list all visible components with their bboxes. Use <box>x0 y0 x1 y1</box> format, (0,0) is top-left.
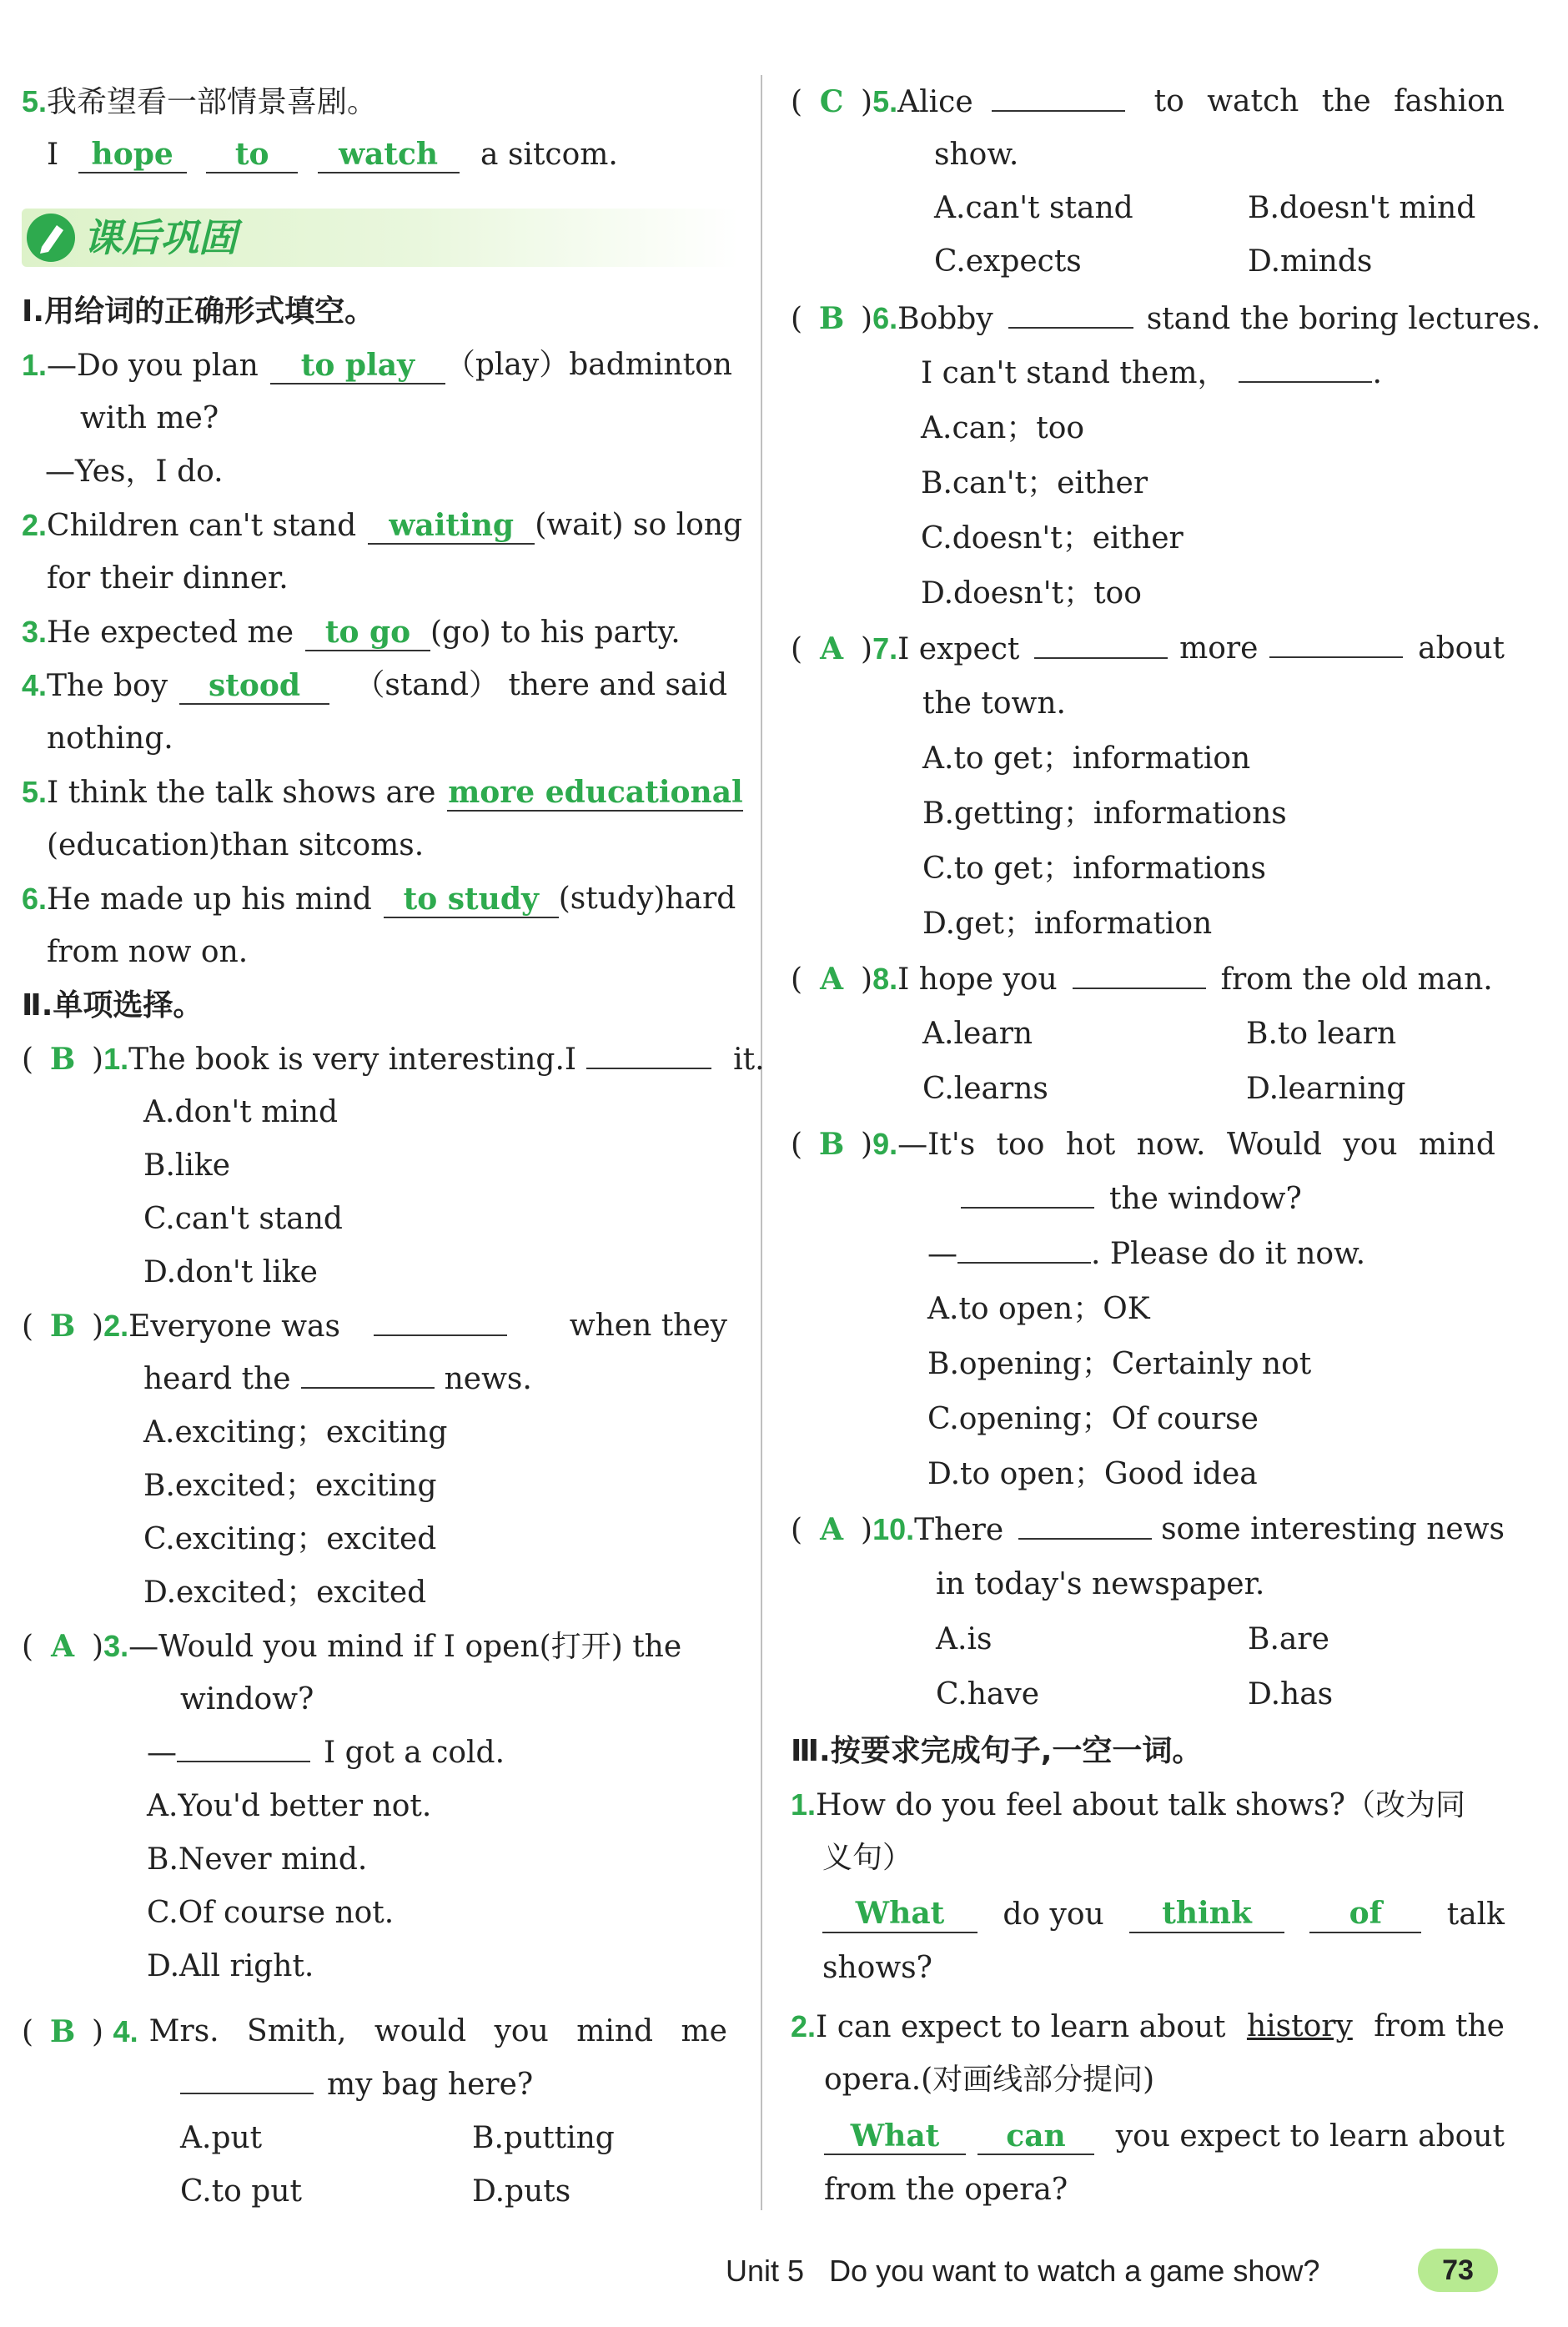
answer-blank: to <box>206 138 298 173</box>
page-number: 73 <box>1418 2249 1498 2292</box>
mc-7-option-c: C.to get；informations <box>922 852 1266 886</box>
mc-9-cont: the window? <box>961 1181 1302 1218</box>
mc-6-option-c: C.doesn't；either <box>921 521 1184 555</box>
fill-1-reply: —Yes，I do. <box>45 455 224 489</box>
mc-9-option-d: D.to open；Good idea <box>927 1457 1258 1491</box>
answer-blank <box>1073 988 1206 989</box>
mc-5: ( C )5.Alice to watch the fashion <box>791 84 1505 119</box>
answer-blank: watch <box>318 138 460 173</box>
fill-3: 3.He expected me to go (go) to his party. <box>22 615 681 650</box>
answer-blank: hope <box>78 138 187 173</box>
fill-1-cont: with me? <box>80 401 219 435</box>
answer-blank <box>957 1262 1091 1264</box>
mc-1-option-a: A.don't mind <box>143 1095 339 1129</box>
mc-7-option-d: D.get；information <box>922 907 1213 941</box>
answer-blank <box>586 1068 711 1069</box>
mc-9-reply: — . Please do it now. <box>927 1237 1366 1271</box>
mc-2: ( B )2.Everyone was when they <box>22 1309 727 1344</box>
sentence-1: 1.How do you feel about talk shows?（改为同 <box>791 1787 1465 1822</box>
answer-blank <box>1008 327 1133 329</box>
mc-9: ( B )9.—It's too hot now. Would you mind <box>791 1127 1495 1162</box>
answer-blank <box>992 110 1125 112</box>
mc-3-option-d: D.All right. <box>147 1949 314 1983</box>
mc-9-option-a: A.to open；OK <box>927 1292 1150 1326</box>
fill-4: 4.The boy stood （stand） there and said <box>22 668 727 703</box>
section-1-title: Ⅰ.用给词的正确形式填空。 <box>22 294 375 329</box>
item-5-chinese: 5.我希望看一部情景喜剧。 <box>22 84 378 119</box>
mc-4-option-b: B.putting <box>472 2121 615 2155</box>
answer-blank: stood <box>179 669 329 705</box>
mc-6: ( B )6.Bobby stand the boring lectures. <box>791 301 1541 336</box>
mc-1-option-d: D.don't like <box>143 1255 318 1289</box>
mc-10-option-c: C.have <box>936 1677 1039 1711</box>
section-3-title: Ⅲ.按要求完成句子,一空一词。 <box>791 1734 1203 1768</box>
mc-7-option-a: A.to get；information <box>922 741 1251 776</box>
answer-blank: think <box>1129 1897 1284 1933</box>
answer-blank: What <box>822 1897 977 1933</box>
answer-blank <box>1239 381 1372 383</box>
answer-blank: waiting <box>368 509 535 545</box>
mc-9-option-c: C.opening；Of course <box>927 1402 1259 1436</box>
mc-8: ( A )8.I hope you from the old man. <box>791 962 1493 997</box>
mc-4: ( B ) 4. Mrs. Smith, would you mind me <box>22 2014 727 2049</box>
sentence-1-cont2: shows? <box>822 1951 932 1985</box>
mc-2-option-d: D.excited；excited <box>143 1576 427 1610</box>
mc-3-reply: — I got a cold. <box>147 1736 505 1770</box>
mc-3-option-b: B.Never mind. <box>147 1842 368 1877</box>
mc-10-cont: in today's newspaper. <box>936 1567 1265 1601</box>
mc-3: ( A )3.—Would you mind if I open(打开) the <box>22 1629 682 1664</box>
sentence-1-cont: 义句） <box>822 1841 913 1875</box>
fill-2: 2.Children can't stand waiting (wait) so long <box>22 508 743 543</box>
mc-3-cont: window? <box>180 1682 314 1716</box>
mc-8-option-c: C.learns <box>922 1072 1048 1106</box>
mc-6-option-d: D.doesn't；too <box>921 576 1142 611</box>
mc-2-cont: heard the news. <box>143 1362 532 1396</box>
answer-blank <box>180 2093 314 2094</box>
answer-blank: What <box>824 2119 966 2155</box>
fill-6-cont: from now on. <box>47 935 249 969</box>
mc-1-option-b: B.like <box>143 1148 231 1183</box>
mc-1: ( B )1.The book is very interesting.I it. <box>22 1042 765 1077</box>
mc-7: ( A )7.I expect more about <box>791 631 1505 666</box>
mc-9-option-b: B.opening；Certainly not <box>927 1347 1312 1381</box>
section-banner <box>22 209 739 267</box>
mc-6-option-a: A.can；too <box>921 411 1085 445</box>
mc-2-option-a: A.exciting；exciting <box>143 1415 448 1450</box>
mc-1-option-c: C.can't stand <box>143 1202 343 1236</box>
answer-blank: to go <box>305 616 430 651</box>
mc-6-cont: I can't stand them， . <box>921 356 1382 390</box>
answer-blank <box>1018 1538 1152 1540</box>
mc-4-option-d: D.puts <box>472 2174 571 2209</box>
sentence-2: 2.I can expect to learn about history from the <box>791 2009 1505 2044</box>
section-2-title: Ⅱ.单项选择。 <box>22 988 204 1023</box>
mc-2-option-c: C.exciting；excited <box>143 1522 437 1556</box>
page-footer: Unit 5 Do you want to watch a game show? <box>726 2254 1320 2288</box>
answer-blank <box>961 1207 1094 1209</box>
mc-2-option-b: B.excited；exciting <box>143 1469 437 1503</box>
mc-7-option-b: B.getting；informations <box>922 797 1287 831</box>
mc-5-option-a: A.can't stand <box>934 191 1133 225</box>
sentence-2-answer: What can you expect to learn about <box>824 2118 1505 2155</box>
mc-10-option-a: A.is <box>936 1622 993 1656</box>
mc-4-option-a: A.put <box>180 2121 263 2155</box>
mc-5-option-c: C.expects <box>934 244 1082 279</box>
mc-10-option-b: B.are <box>1248 1622 1329 1656</box>
mc-8-option-b: B.to learn <box>1246 1017 1397 1051</box>
mc-5-option-d: D.minds <box>1248 244 1373 279</box>
sentence-2-cont: opera.(对画线部分提问) <box>824 2063 1155 2097</box>
sentence-2-cont2: from the opera? <box>824 2173 1068 2207</box>
fill-2-cont: for their dinner. <box>47 561 289 596</box>
answer-blank: of <box>1309 1897 1421 1933</box>
mc-6-option-b: B.can't；either <box>921 466 1148 500</box>
mc-4-option-c: C.to put <box>180 2174 302 2209</box>
mc-8-option-a: A.learn <box>922 1017 1033 1051</box>
fill-4-cont: nothing. <box>47 721 173 756</box>
answer-blank: can <box>977 2119 1094 2155</box>
column-divider <box>761 75 762 2210</box>
answer-blank <box>1034 657 1168 659</box>
mc-10: ( A )10.There some interesting news <box>791 1512 1505 1547</box>
answer-blank <box>374 1334 507 1336</box>
fill-1: 1.—Do you plan to play （play）badminton <box>22 348 732 383</box>
mc-5-option-b: B.doesn't mind <box>1248 191 1476 225</box>
fill-5-cont: (education)than sitcoms. <box>47 828 425 862</box>
answer-blank <box>301 1387 435 1389</box>
sentence-1-answer: What do you think of talk <box>822 1897 1505 1933</box>
mc-4-cont: my bag here? <box>180 2067 533 2103</box>
mc-10-option-d: D.has <box>1248 1677 1334 1711</box>
mc-3-option-c: C.Of course not. <box>147 1896 395 1930</box>
answer-blank: more educational <box>448 775 743 810</box>
answer-blank: to study <box>384 882 559 918</box>
mc-3-option-a: A.You'd better not. <box>147 1789 432 1823</box>
item-5-english: I hope to watch a sitcom. <box>47 137 618 172</box>
answer-blank <box>1269 656 1403 658</box>
banner-title: 课后巩固 <box>83 215 237 260</box>
mc-7-cont: the town. <box>922 686 1066 721</box>
answer-blank: to play <box>270 349 445 384</box>
mc-5-cont: show. <box>934 138 1019 172</box>
fill-6: 6.He made up his mind to study (study)hard <box>22 882 736 917</box>
fill-5: 5.I think the talk shows are more educational <box>22 775 743 810</box>
answer-blank <box>177 1761 310 1762</box>
pencil-icon <box>27 214 75 262</box>
mc-8-option-d: D.learning <box>1246 1072 1406 1106</box>
